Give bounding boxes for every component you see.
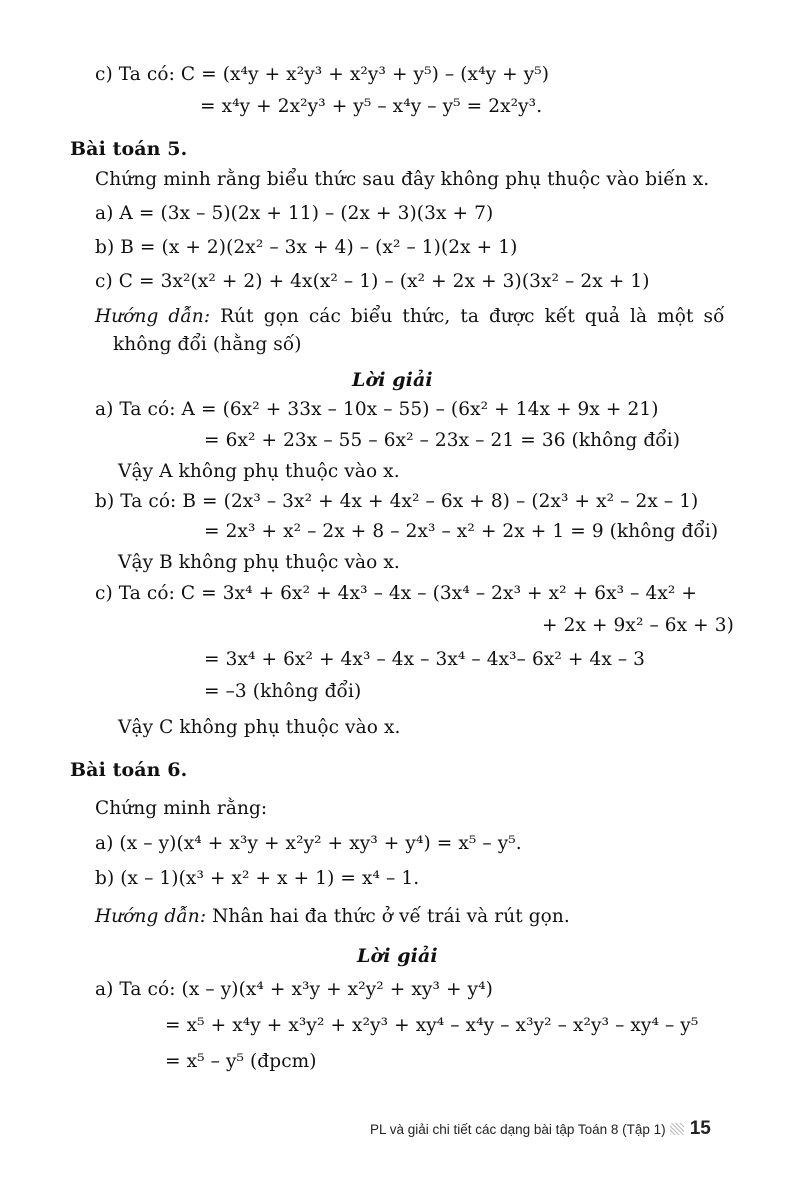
page-number: 15 bbox=[689, 1118, 711, 1139]
prev-solution-c-line1: c) Ta có: C = (x⁴y + x²y³ + x²y³ + y⁵) – (x⁴y + y⁵) bbox=[95, 64, 550, 85]
p5-sol-c3: = 3x⁴ + 6x² + 4x³ – 4x – 3x⁴ – 4x³– 6x² + 4x – 3 bbox=[204, 649, 646, 670]
p6-sol-a2: = x⁵ + x⁴y + x³y² + x²y³ + xy⁴ – x⁴y – x³y² – x²y³ – xy⁴ – y⁵ bbox=[165, 1015, 699, 1036]
problem5-statement: Chứng minh rằng biểu thức sau đây không phụ thuộc vào biến x. bbox=[95, 169, 710, 190]
problem5-item-a: a) A = (3x – 5)(2x + 11) – (2x + 3)(3x + 7) bbox=[95, 203, 494, 224]
hint-text: Nhân hai đa thức ở vế trái và rút gọn. bbox=[206, 906, 570, 927]
hint-label: Hướng dẫn: bbox=[95, 306, 211, 327]
p6-sol-a1: a) Ta có: (x – y)(x⁴ + x³y + x²y² + xy³ + y⁴) bbox=[95, 979, 493, 1000]
problem6-title: Bài toán 6. bbox=[70, 759, 188, 781]
problem5-solution-title: Lời giải bbox=[352, 369, 433, 391]
p5-sol-b2: = 2x³ + x² – 2x + 8 – 2x³ – x² + 2x + 1 = 9 (không đổi) bbox=[204, 521, 719, 542]
p5-sol-c2: + 2x + 9x² – 6x + 3) bbox=[542, 615, 734, 636]
p5-sol-c1: c) Ta có: C = 3x⁴ + 6x² + 4x³ – 4x – (3x⁴ – 2x³ + x² + 6x³ – 4x² + bbox=[95, 583, 697, 604]
p5-sol-c5: Vậy C không phụ thuộc vào x. bbox=[118, 717, 401, 738]
problem5-hint bbox=[95, 305, 725, 329]
problem6-hint bbox=[95, 905, 570, 929]
p5-sol-b3: Vậy B không phụ thuộc vào x. bbox=[118, 552, 400, 573]
prev-solution-c-line2: = x⁴y + 2x²y³ + y⁵ – x⁴y – y⁵ = 2x²y³. bbox=[200, 96, 543, 117]
problem5-item-b: b) B = (x + 2)(2x² – 3x + 4) – (x² – 1)(2x + 1) bbox=[95, 237, 518, 258]
problem5-hint-cont: không đổi (hằng số) bbox=[113, 334, 302, 355]
p5-sol-a3: Vậy A không phụ thuộc vào x. bbox=[118, 461, 400, 482]
p5-sol-a1: a) Ta có: A = (6x² + 33x – 10x – 55) – (6x² + 14x + 9x + 21) bbox=[95, 399, 659, 420]
hint-text: Rút gọn các biểu thức, ta được kết quả là một số bbox=[210, 306, 725, 327]
book-title: PL và giải chi tiết các dạng bài tập Toán 8 (Tập 1) bbox=[370, 1122, 666, 1137]
problem5-item-c: c) C = 3x²(x² + 2) + 4x(x² – 1) – (x² + 2x + 3)(3x² – 2x + 1) bbox=[95, 271, 650, 292]
ornament-icon bbox=[670, 1123, 684, 1135]
p5-sol-a2: = 6x² + 23x – 55 – 6x² – 23x – 21 = 36 (không đổi) bbox=[204, 430, 681, 451]
problem6-solution-title: Lời giải bbox=[357, 945, 438, 967]
p5-sol-c4: = –3 (không đổi) bbox=[204, 681, 362, 702]
problem6-item-a: a) (x – y)(x⁴ + x³y + x²y² + xy³ + y⁴) = x⁵ – y⁵. bbox=[95, 833, 522, 854]
p5-sol-b1: b) Ta có: B = (2x³ – 3x² + 4x + 4x² – 6x + 8) – (2x³ + x² – 2x – 1) bbox=[95, 491, 699, 512]
problem6-item-b: b) (x – 1)(x³ + x² + x + 1) = x⁴ – 1. bbox=[95, 868, 420, 889]
problem5-title: Bài toán 5. bbox=[70, 138, 188, 160]
page-footer bbox=[370, 1118, 711, 1140]
problem6-statement: Chứng minh rằng: bbox=[95, 798, 268, 819]
hint-label: Hướng dẫn: bbox=[95, 906, 207, 927]
p6-sol-a3: = x⁵ – y⁵ (đpcm) bbox=[165, 1051, 317, 1072]
